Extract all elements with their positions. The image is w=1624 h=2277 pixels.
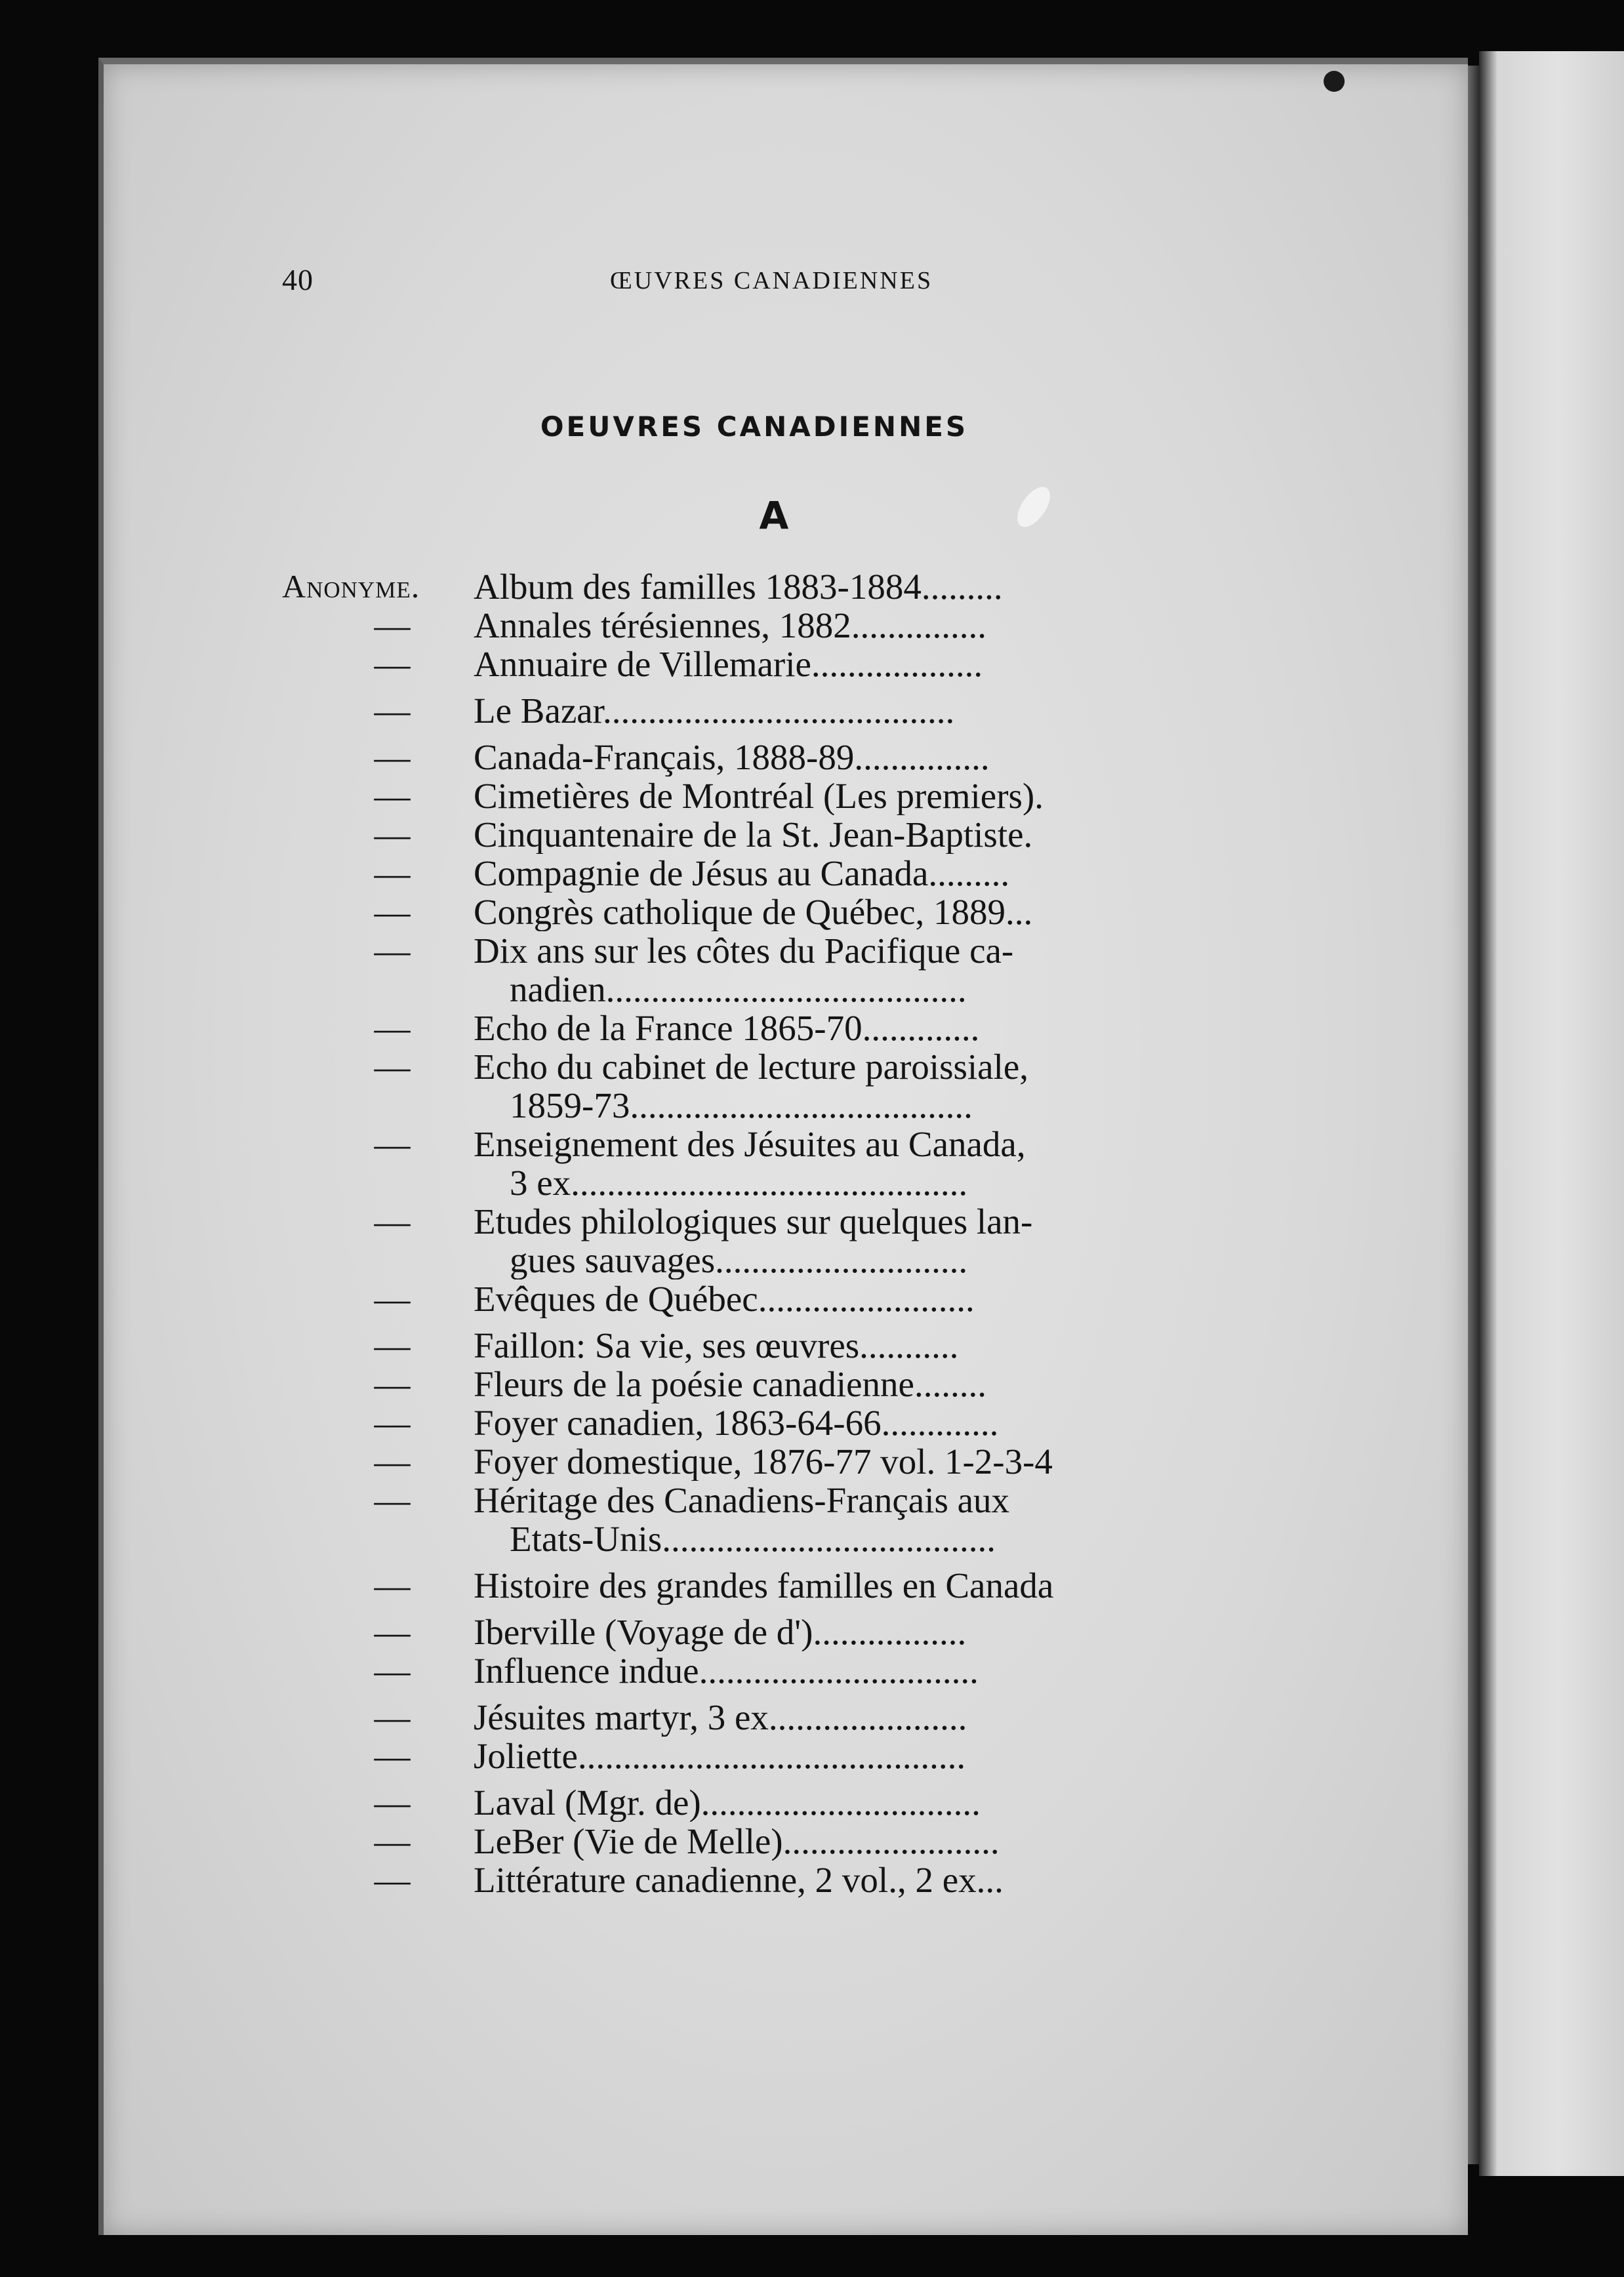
ditto-dash: — [374,1403,411,1443]
entry-title [474,1365,1122,1403]
entry-title [474,606,1122,645]
catalog-entry [282,1365,1122,1403]
ditto-dash: — [374,776,411,816]
entry-title [474,1125,1122,1202]
catalog-entry [282,1047,1122,1125]
ditto-dash: — [374,1783,411,1823]
ditto-dash: — [374,892,411,932]
catalog-entry [282,1326,1122,1365]
ditto-dash: — [374,1364,411,1404]
entry-title-text: Cinquantenaire de la St. Jean-Baptiste. [474,815,1033,854]
catalog-entry [282,1861,1122,1899]
entry-title [474,567,1122,606]
running-header [282,262,977,302]
catalog-entry [282,567,1122,606]
catalog-entry [282,1613,1122,1651]
entry-title [474,1822,1122,1861]
entry-title [474,1783,1122,1822]
ditto-dash: — [374,1279,411,1319]
section-letter: A [759,493,789,538]
entry-title [474,1047,1122,1125]
ditto-dash: — [374,1480,411,1520]
entry-title [474,1202,1122,1280]
entry-title [474,815,1122,854]
entry-title [474,1613,1122,1651]
ditto-dash: — [374,1697,411,1737]
ditto-dash: — [374,853,411,893]
entry-title-text: Foyer domestique, 1876-77 vol. 1-2-3-4 [474,1442,1053,1481]
ditto-dash: — [374,644,411,684]
entry-title-text: Evêques de Québec........................ [474,1280,975,1318]
catalog-entry [282,1403,1122,1442]
catalog-entry [282,606,1122,645]
catalog-entry [282,1822,1122,1861]
entry-title-text: Influence indue............................... [474,1651,979,1690]
entry-title-text: LeBer (Vie de Melle)........................ [474,1822,1000,1861]
entry-title [474,1481,1122,1558]
entry-title-text: Echo de la France 1865-70............. [474,1009,980,1047]
catalog-entry-list [282,567,1122,1899]
entry-title-text: Echo du cabinet de lecture paroissiale, [474,1047,1029,1087]
entry-title-text: Foyer canadien, 1863-64-66............. [474,1403,999,1442]
ditto-dash: — [374,1612,411,1652]
page-number: 40 [282,263,314,296]
adjacent-page [1479,51,1624,2176]
entry-title-text: Héritage des Canadiens-Français aux [474,1481,1010,1520]
catalog-entry [282,1125,1122,1202]
entry-title-text: Canada-Français, 1888-89............... [474,738,990,776]
entry-title-text: Annuaire de Villemarie................... [474,645,983,683]
ditto-dash: — [374,1047,411,1087]
entry-title [474,776,1122,815]
entry-title [474,1861,1122,1899]
ditto-dash: — [374,1651,411,1691]
entry-title-continuation: nadien........................................ [510,969,967,1009]
catalog-entry [282,931,1122,1009]
paper-blemish [1011,481,1057,533]
entry-title [474,931,1122,1009]
entry-title-text: Dix ans sur les côtes du Pacifique ca- [474,931,1014,971]
entry-title [474,1737,1122,1775]
entry-title-text: Littérature canadienne, 2 vol., 2 ex... [474,1861,1004,1899]
ditto-dash: — [374,1736,411,1776]
catalog-entry [282,1442,1122,1481]
entry-title [474,1651,1122,1690]
entry-title [474,1326,1122,1365]
entry-title-continuation: gues sauvages............................ [510,1240,968,1280]
running-title: ŒUVRES CANADIENNES [610,267,933,294]
catalog-entry [282,738,1122,776]
catalog-entry [282,815,1122,854]
ditto-dash: — [374,1821,411,1861]
entry-title-text: Iberville (Voyage de d')................. [474,1613,967,1651]
catalog-entry [282,1737,1122,1775]
entry-title [474,893,1122,931]
ditto-dash: — [374,1325,411,1365]
entry-title-text: Faillon: Sa vie, ses œuvres........... [474,1326,959,1365]
catalog-entry [282,1481,1122,1558]
catalog-entry [282,1009,1122,1047]
entry-title [474,854,1122,893]
entry-title [474,1009,1122,1047]
ditto-dash: — [374,1441,411,1481]
catalog-entry [282,1202,1122,1280]
entry-title-continuation: 1859-73...................................... [510,1085,973,1125]
catalog-entry [282,854,1122,893]
catalog-entry [282,1651,1122,1690]
section-title: OEUVRES CANADIENNES [540,411,969,443]
ditto-dash: — [374,815,411,855]
ditto-dash: — [374,1565,411,1605]
catalog-entry [282,893,1122,931]
entry-title-text: Laval (Mgr. de)............................... [474,1783,981,1822]
entry-title-text: Fleurs de la poésie canadienne........ [474,1365,986,1403]
entry-title [474,738,1122,776]
entry-title-continuation: Etats-Unis..................................... [510,1519,996,1558]
ditto-dash: — [374,1860,411,1900]
entry-author: Anonyme. [282,568,420,605]
entry-title-text: Cimetières de Montréal (Les premiers). [474,776,1044,815]
entry-title-text: Congrès catholique de Québec, 1889... [474,893,1033,931]
entry-title-text: Album des familles 1883-1884......... [474,567,1003,606]
ditto-dash: — [374,931,411,971]
entry-title [474,645,1122,683]
catalog-entry [282,1698,1122,1737]
catalog-entry [282,1280,1122,1318]
entry-title-text: Enseignement des Jésuites au Canada, [474,1125,1026,1164]
entry-title-text: Joliette........................................... [474,1737,966,1775]
catalog-entry [282,1783,1122,1822]
catalog-entry [282,691,1122,730]
ditto-dash: — [374,605,411,645]
entry-title-text: Jésuites martyr, 3 ex...................... [474,1698,967,1737]
ditto-dash: — [374,737,411,777]
catalog-entry [282,776,1122,815]
entry-title-continuation: 3 ex............................................ [510,1163,968,1202]
entry-title-text: Annales térésiennes, 1882............... [474,606,987,645]
ink-spot [1324,71,1345,92]
entry-title [474,1403,1122,1442]
entry-title [474,691,1122,730]
entry-title [474,1698,1122,1737]
entry-title [474,1566,1122,1605]
catalog-entry [282,645,1122,683]
entry-title-text: Compagnie de Jésus au Canada......... [474,854,1010,893]
ditto-dash: — [374,691,411,731]
entry-title-text: Histoire des grandes familles en Canada [474,1566,1054,1605]
ditto-dash: — [374,1124,411,1164]
entry-title [474,1280,1122,1318]
catalog-entry [282,1566,1122,1605]
entry-title-text: Le Bazar....................................... [474,691,955,730]
ditto-dash: — [374,1008,411,1048]
entry-title [474,1442,1122,1481]
ditto-dash: — [374,1201,411,1241]
entry-title-text: Etudes philologiques sur quelques lan- [474,1202,1033,1241]
